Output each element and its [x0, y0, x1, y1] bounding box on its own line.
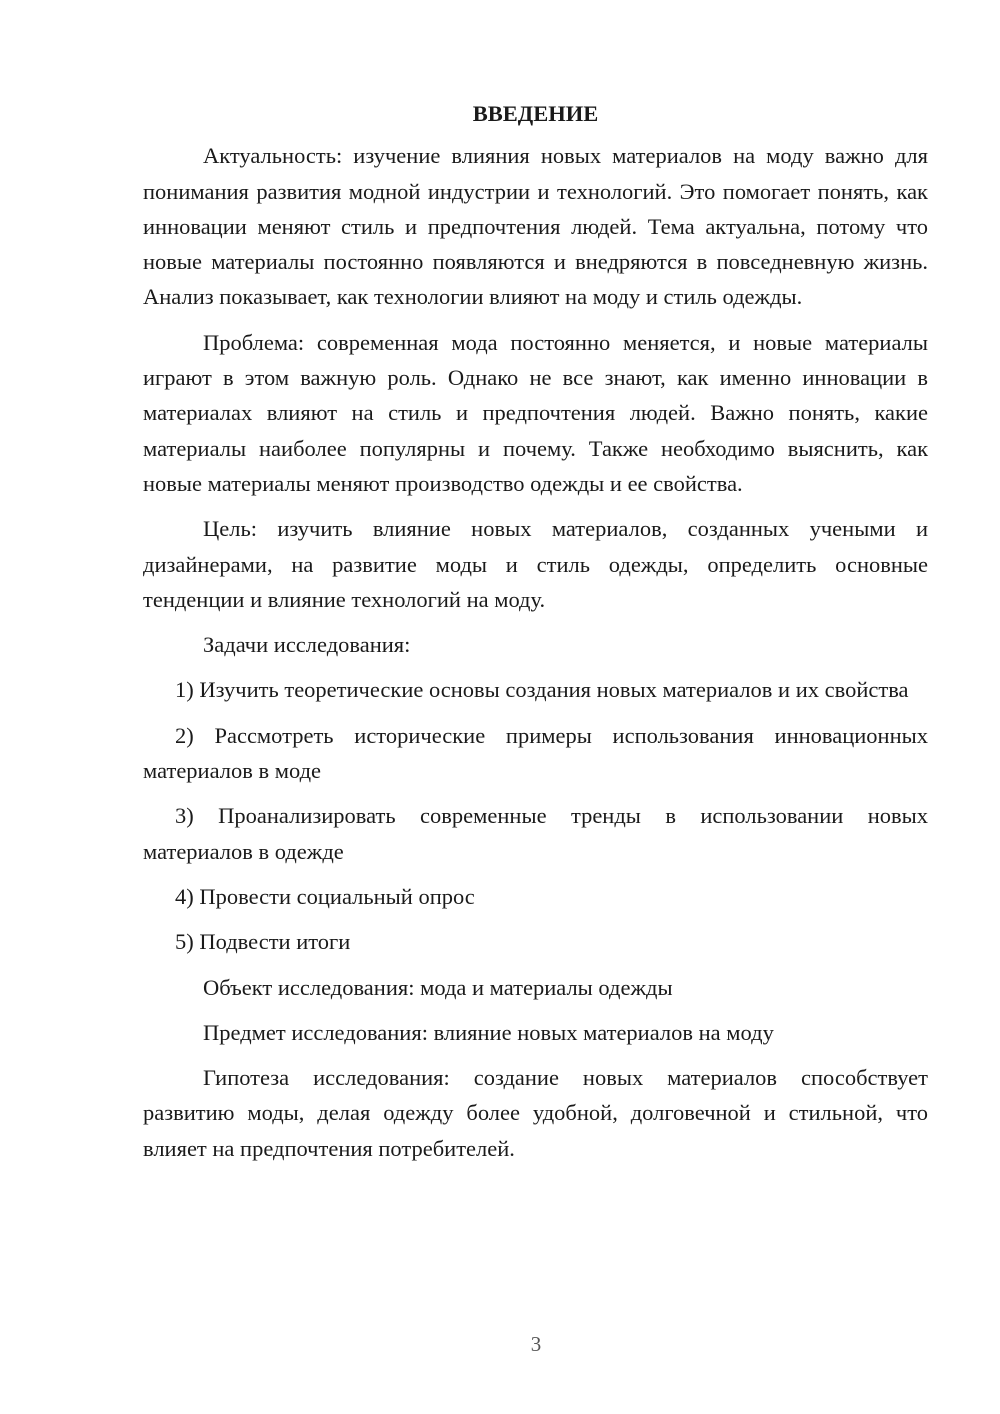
relevance-paragraph: Актуальность: изучение влияния новых материалов на моду важно для понимания развития модной индустрии и технологий. Это помогает понять, как инновации меняют стиль и предпочтения людей. Тема актуальна, потому что новые материалы постоянно появляются и внедряются в повседневную жизнь. Анализ показывает, как технологии влияют на моду и стиль одежды. — [143, 143, 928, 310]
page-number: 3 — [530, 1332, 542, 1356]
research-subject: Предмет исследования: влияние новых материалов на моду — [203, 1019, 774, 1045]
task-item-5: 5) Подвести итоги — [175, 929, 351, 955]
research-object: Объект исследования: мода и материалы одежды — [203, 974, 673, 1000]
task-item-2: 2) Рассмотреть исторические примеры использования инновационных материалов в моде — [143, 722, 928, 784]
hypothesis-paragraph: Гипотеза исследования: создание новых материалов способствует развитию моды, делая одежду более удобной, долговечной и стильной, что влияет на предпочтения потребителей. — [143, 1065, 928, 1161]
task-item-3: 3) Проанализировать современные тренды в использовании новых материалов в одежде — [143, 803, 928, 864]
tasks-heading: Задачи исследования: — [203, 632, 411, 658]
document-page — [143, 96, 928, 1176]
task-item-4: 4) Провести социальный опрос — [175, 883, 475, 909]
problem-paragraph: Проблема: современная мода постоянно меняется, и новые материалы играют в этом важную роль. Однако не все знают, как именно инновации в материалах влияют на стиль и предпочтения людей. Важно понять, какие материалы наиболее популярны и почему. Также необходимо выяснить, как новые материалы меняют производство одежды и ее свойства. — [143, 329, 928, 496]
task-item-1: 1) Изучить теоретические основы создания новых материалов и их свойства — [175, 677, 909, 703]
section-title: ВВЕДЕНИЕ — [472, 101, 599, 126]
goal-paragraph: Цель: изучить влияние новых материалов, созданных учеными и дизайнерами, на развитие моды и стиль одежды, определить основные тенденции и влияние технологий на моду. — [143, 516, 928, 612]
